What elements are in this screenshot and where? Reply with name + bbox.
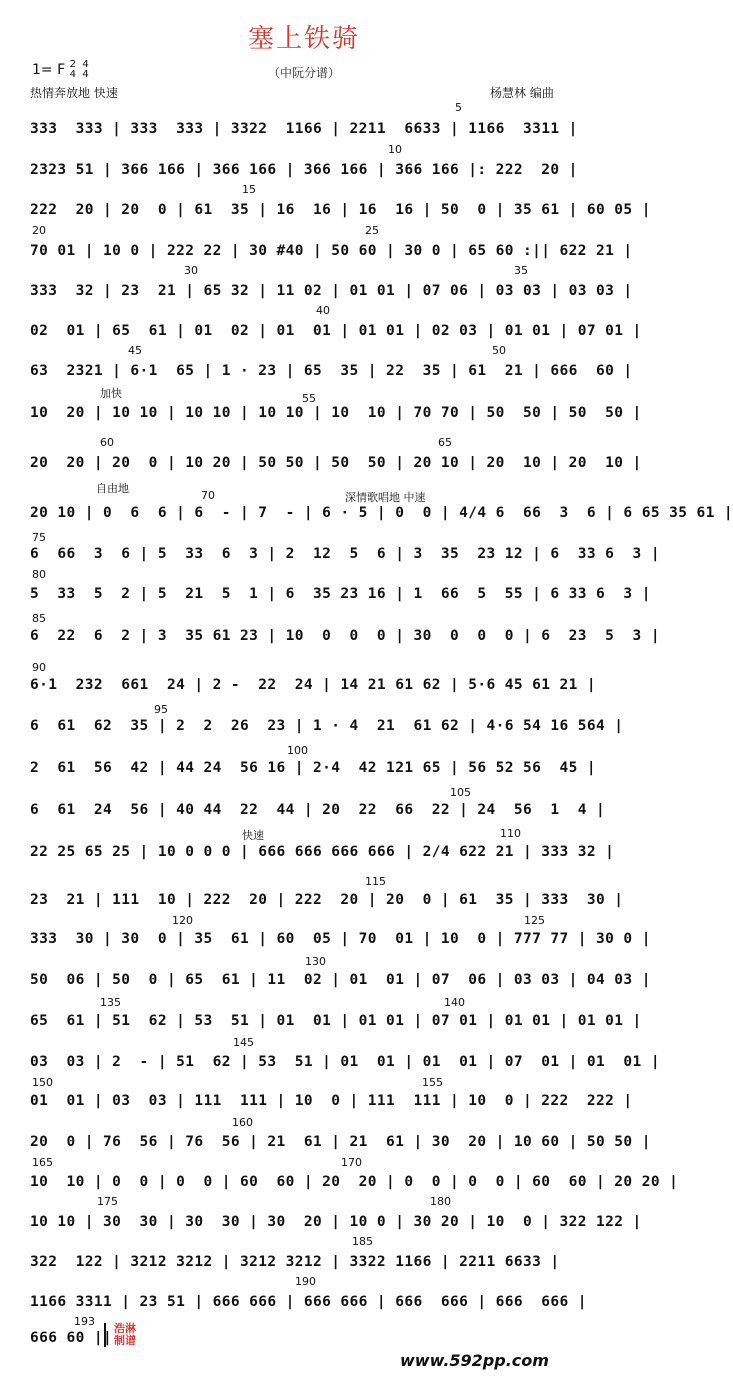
score-row: 1166 3311 | 23 51 | 666 666 | 666 666 | 666 666 | 666 666 | bbox=[30, 1294, 587, 1310]
measure-number: 150 bbox=[32, 1076, 53, 1089]
measure-number: 45 bbox=[128, 344, 142, 357]
score-row: 333 30 | 30 0 | 35 61 | 60 05 | 70 01 | 10 0 | 777 77 | 30 0 | bbox=[30, 931, 651, 947]
fast-tempo-marking: 快速 bbox=[242, 829, 264, 842]
score-row: 6·1 232 661 24 | 2 - 22 24 | 14 21 61 62 | 5·6 45 61 21 | bbox=[30, 677, 597, 693]
measure-number: 95 bbox=[154, 703, 168, 716]
measure-number: 20 bbox=[32, 224, 46, 237]
measure-number: 155 bbox=[422, 1076, 443, 1089]
score-row: 65 61 | 51 62 | 53 51 | 01 01 | 01 01 | 07 01 | 01 01 | 01 01 | bbox=[30, 1013, 642, 1029]
measure-number: 35 bbox=[514, 264, 528, 277]
measure-number: 105 bbox=[450, 786, 471, 799]
measure-number: 30 bbox=[184, 264, 198, 277]
score-row: 03 03 | 2 - | 51 62 | 53 51 | 01 01 | 01 01 | 07 01 | 01 01 | bbox=[30, 1054, 660, 1070]
score-row: 01 01 | 03 03 | 111 111 | 10 0 | 111 111 | 10 0 | 222 222 | bbox=[30, 1093, 633, 1109]
measure-number: 55 bbox=[302, 392, 316, 405]
measure-number: 165 bbox=[32, 1156, 53, 1169]
measure-number: 190 bbox=[295, 1275, 316, 1288]
measure-number: 70 bbox=[201, 489, 215, 502]
measure-number: 125 bbox=[524, 914, 545, 927]
score-row: 5 33 5 2 | 5 21 5 1 | 6 35 23 16 | 1 66 5 55 | 6 33 6 3 | bbox=[30, 586, 651, 602]
score-row: 70 01 | 10 0 | 222 22 | 30 #40 | 50 60 | 30 0 | 65 60 :|| 622 21 | bbox=[30, 243, 633, 259]
score-row: 63 2321 | 6·1 65 | 1 · 23 | 65 35 | 22 35 | 61 21 | 666 60 | bbox=[30, 363, 633, 379]
measure-number: 75 bbox=[32, 531, 46, 544]
measure-number: 90 bbox=[32, 661, 46, 674]
score-body bbox=[30, 101, 733, 1346]
score-row: 02 01 | 65 61 | 01 02 | 01 01 | 01 01 | 02 03 | 01 01 | 07 01 | bbox=[30, 323, 642, 339]
measure-number: 180 bbox=[430, 1195, 451, 1208]
measure-number: 5 bbox=[455, 101, 462, 114]
score-row: 6 61 24 56 | 40 44 22 44 | 20 22 66 22 | 24 56 1 4 | bbox=[30, 802, 606, 818]
measure-number: 100 bbox=[287, 744, 308, 757]
measure-number: 170 bbox=[341, 1156, 362, 1169]
score-row: 2323 51 | 366 166 | 366 166 | 366 166 | 366 166 |: 222 20 | bbox=[30, 162, 578, 178]
measure-number: 160 bbox=[232, 1116, 253, 1129]
website-watermark: www.592pp.com bbox=[400, 1351, 549, 1370]
score-row: 23 21 | 111 10 | 222 20 | 222 20 | 20 0 | 61 35 | 333 30 | bbox=[30, 892, 624, 908]
measure-number: 85 bbox=[32, 612, 46, 625]
key-signature bbox=[32, 60, 91, 80]
score-row: 10 10 | 0 0 | 0 0 | 60 60 | 20 20 | 0 0 | 0 0 | 60 60 | 20 20 | bbox=[30, 1174, 679, 1190]
score-title: 塞上铁骑 bbox=[247, 24, 360, 54]
score-row: 6 22 6 2 | 3 35 61 23 | 10 0 0 0 | 30 0 0 0 | 6 23 5 3 | bbox=[30, 628, 660, 644]
measure-number: 135 bbox=[100, 996, 121, 1009]
score-row: 2 61 56 42 | 44 24 56 16 | 2·4 42 121 65 | 56 52 56 45 | bbox=[30, 760, 597, 776]
copyist-stamp: 浩淋制谱 bbox=[104, 1323, 140, 1347]
measure-number: 80 bbox=[32, 568, 46, 581]
measure-number: 145 bbox=[233, 1036, 254, 1049]
score-row: 333 32 | 23 21 | 65 32 | 11 02 | 01 01 | 07 06 | 03 03 | 03 03 | bbox=[30, 283, 633, 299]
measure-number: 185 bbox=[352, 1235, 373, 1248]
measure-number: 175 bbox=[97, 1195, 118, 1208]
measure-number: 65 bbox=[438, 436, 452, 449]
measure-number: 130 bbox=[305, 955, 326, 968]
measure-number: 193 bbox=[74, 1315, 95, 1328]
key-label: 1= F bbox=[32, 62, 66, 78]
arranger-credit: 杨慧林 编曲 bbox=[490, 86, 554, 100]
score-row: 322 122 | 3212 3212 | 3212 3212 | 3322 1166 | 2211 6633 | bbox=[30, 1254, 560, 1270]
score-row: 666 60 || bbox=[30, 1330, 113, 1346]
measure-number: 110 bbox=[500, 827, 521, 840]
accelerando-marking: 加快 bbox=[100, 387, 122, 400]
tempo-marking: 热情奔放地 快速 bbox=[30, 86, 118, 100]
score-row: 20 0 | 76 56 | 76 56 | 21 61 | 21 61 | 30 20 | 10 60 | 50 50 | bbox=[30, 1134, 651, 1150]
score-row: 20 10 | 0 6 6 | 6 - | 7 - | 6 · 5 | 0 0 | 4/4 6 66 3 6 | 6 65 35 61 | bbox=[30, 505, 733, 521]
score-row: 222 20 | 20 0 | 61 35 | 16 16 | 16 16 | 50 0 | 35 61 | 60 05 | bbox=[30, 202, 651, 218]
measure-number: 40 bbox=[316, 304, 330, 317]
measure-number: 50 bbox=[492, 344, 506, 357]
score-row: 6 61 62 35 | 2 2 26 23 | 1 · 4 21 61 62 | 4·6 54 16 564 | bbox=[30, 718, 624, 734]
score-row: 22 25 65 25 | 10 0 0 0 | 666 666 666 666 | 2/4 622 21 | 333 32 | bbox=[30, 844, 615, 860]
time-signature-b: 4 4 bbox=[82, 59, 89, 80]
measure-number: 10 bbox=[388, 143, 402, 156]
measure-number: 140 bbox=[444, 996, 465, 1009]
measure-number: 15 bbox=[242, 183, 256, 196]
score-subtitle: （中阮分谱） bbox=[267, 66, 340, 80]
score-row: 10 20 | 10 10 | 10 10 | 10 10 | 10 10 | 70 70 | 50 50 | 50 50 | bbox=[30, 405, 642, 421]
free-tempo-marking: 自由地 bbox=[96, 482, 129, 495]
measure-number: 25 bbox=[365, 224, 379, 237]
score-row: 6 66 3 6 | 5 33 6 3 | 2 12 5 6 | 3 35 23 12 | 6 33 6 3 | bbox=[30, 546, 660, 562]
measure-number: 60 bbox=[100, 436, 114, 449]
measure-number: 120 bbox=[172, 914, 193, 927]
score-row: 20 20 | 20 0 | 10 20 | 50 50 | 50 50 | 20 10 | 20 10 | 20 10 | bbox=[30, 455, 642, 471]
time-signature-a: 2 4 bbox=[69, 59, 76, 80]
score-row: 333 333 | 333 333 | 3322 1166 | 2211 6633 | 1166 3311 | bbox=[30, 121, 578, 137]
lyrical-tempo-marking: 深情歌唱地 中速 bbox=[345, 491, 426, 504]
score-row: 10 10 | 30 30 | 30 30 | 30 20 | 10 0 | 30 20 | 10 0 | 322 122 | bbox=[30, 1214, 642, 1230]
score-row: 50 06 | 50 0 | 65 61 | 11 02 | 01 01 | 07 06 | 03 03 | 04 03 | bbox=[30, 972, 651, 988]
measure-number: 115 bbox=[365, 875, 386, 888]
